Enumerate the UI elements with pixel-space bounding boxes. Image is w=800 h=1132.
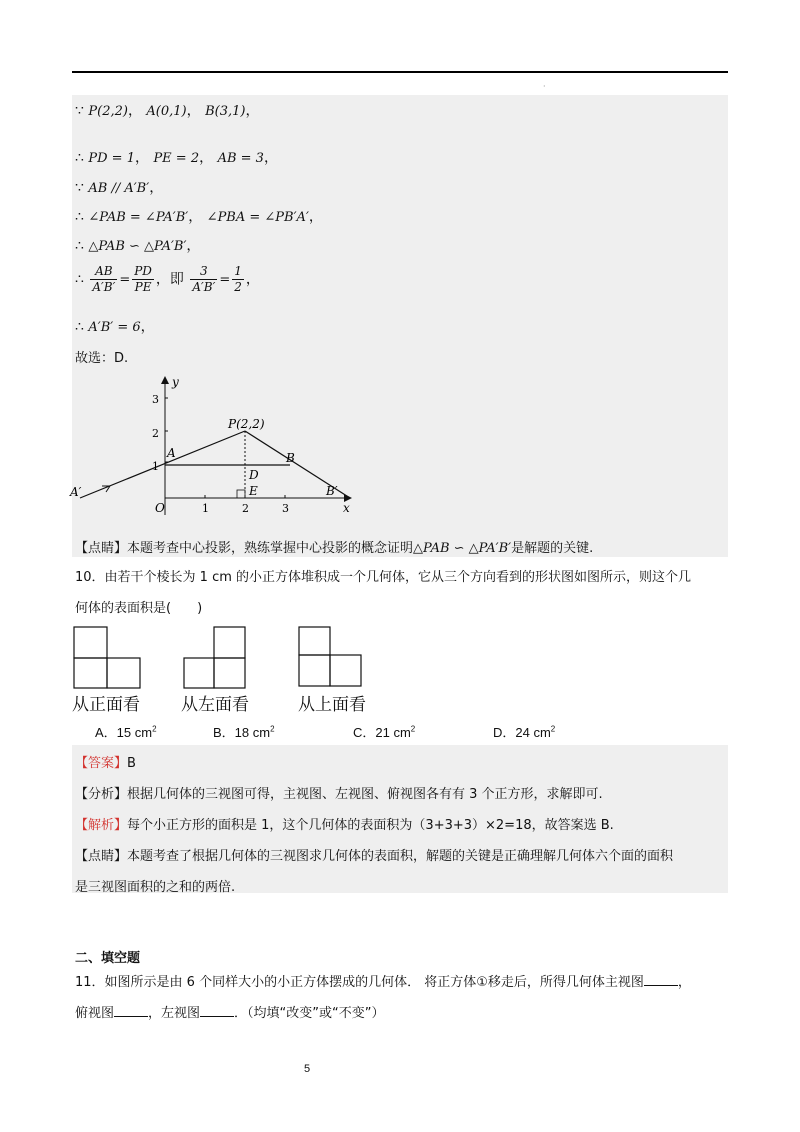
- q11-stem-line-1: 11．如图所示是由 6 个同样大小的小正方体摆成的几何体． 将正方体①移走后，所得几何体主视图 ，: [75, 975, 691, 990]
- sol-line-3: ∵ AB // A′B′，: [75, 180, 164, 196]
- x-tick-label-3: 3: [282, 502, 289, 515]
- page-number: 5: [304, 1063, 311, 1075]
- point-D-label: D: [249, 468, 259, 482]
- blank-left-view[interactable]: [200, 1004, 234, 1017]
- option-D[interactable]: D．24 $cm^2$: [493, 724, 556, 740]
- header-rule: [72, 71, 728, 73]
- blank-top-view[interactable]: [114, 1004, 148, 1017]
- q10-stem-line-1: 10．由若干个棱长为 1 cm 的小正方体堆积成一个几何体，它从三个方向看到的形状图如图所示，则这个几: [75, 570, 692, 585]
- q10-comment-line-2: 是三视图面积的之和的两倍.: [75, 880, 236, 895]
- point-B-label: B: [286, 451, 295, 465]
- q10-solution: 【解析】每个小正方形的面积是 1，这个几何体的表面积为（3+3+3）×2=18，故答案选 B.: [75, 818, 614, 833]
- left-view-bottom-left: [184, 658, 214, 688]
- top-view-bottom-left: [299, 655, 330, 686]
- sol-line-1: ∵ P(2,2)， A(0,1)， B(3,1)，: [75, 103, 260, 119]
- front-view-top-square: [74, 627, 107, 658]
- option-B[interactable]: B．18 $cm^2$: [213, 724, 275, 740]
- header-mark: ·: [543, 82, 546, 91]
- q10-analysis: 【分析】根据几何体的三视图可得，主视图、左视图、俯视图各有有 3 个正方形，求解即可.: [75, 787, 603, 802]
- q11-stem-line-2: 俯视图 ，左视图 ．（均填“改变”或“不变”）: [75, 1006, 385, 1021]
- right-angle-mark: [237, 490, 245, 498]
- top-view-top-square: [299, 627, 330, 655]
- q9-comment: 【点睛】本题考查中心投影，熟练掌握中心投影的概念证明△PAB ∽ △PA′B′是解题的关键.: [75, 541, 594, 556]
- origin-label: O: [155, 501, 165, 515]
- section-heading-fill-in: 二、填空题: [75, 951, 141, 966]
- option-C[interactable]: C．21 $cm^2$: [353, 724, 416, 740]
- left-view-top-square: [214, 627, 245, 658]
- option-A[interactable]: A．15 $cm^2$: [95, 724, 157, 740]
- y-tick-label-3: 3: [152, 393, 159, 406]
- projection-graph: [60, 370, 360, 520]
- caption-front-view: 从正面看: [72, 695, 140, 715]
- top-view-bottom-right: [330, 655, 361, 686]
- three-views-figure: [72, 625, 372, 690]
- y-axis-label: y: [172, 375, 179, 389]
- x-tick-label-1: 1: [202, 502, 209, 515]
- front-view-bottom-right: [107, 658, 140, 688]
- sol-line-4: ∴ ∠PAB = ∠PA′B′， ∠PBA = ∠PB′A′，: [75, 209, 323, 225]
- sol-line-7: ∴ A′B′ = 6，: [75, 319, 155, 335]
- blank-front-view[interactable]: [644, 973, 678, 986]
- caption-top-view: 从上面看: [298, 695, 366, 715]
- x-axis-label: x: [343, 501, 350, 515]
- q10-stem-line-2: 何体的表面积是( ): [75, 601, 203, 616]
- point-B-prime-label: B′: [326, 484, 338, 498]
- point-E-label: E: [249, 484, 258, 498]
- point-A-label: A: [167, 446, 176, 460]
- sol-line-8: 故选：D.: [75, 351, 129, 366]
- q10-comment-line-1: 【点睛】本题考查了根据几何体的三视图求几何体的表面积，解题的关键是正确理解几何体六个面的面积: [75, 849, 674, 864]
- x-tick-label-2: 2: [242, 502, 249, 515]
- sol-line-5: ∴ △PAB ∽ △PA′B′，: [75, 238, 201, 254]
- left-view-bottom-right: [214, 658, 245, 688]
- caption-left-view: 从左面看: [181, 695, 249, 715]
- front-view-bottom-left: [74, 658, 107, 688]
- y-tick-label-2: 2: [152, 427, 159, 440]
- q10-answer: 【答案】B: [75, 756, 136, 771]
- sol-line-6: ∴ $\frac{AB}{A'B'}$ = $\frac{PD}{PE}$ ，即 $\frac{3}{A'B'}$ = $\frac{1}{2}$ ，: [75, 264, 260, 294]
- sol-line-2: ∴ PD = 1， PE = 2， AB = 3，: [75, 150, 278, 166]
- point-P-label: P(2,2): [228, 417, 265, 431]
- y-tick-label-1: 1: [152, 460, 159, 473]
- point-A-prime-label: A′: [70, 485, 82, 499]
